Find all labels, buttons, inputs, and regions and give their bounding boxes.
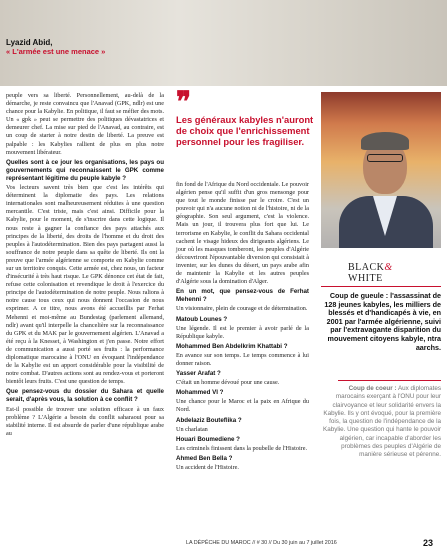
portrait-glasses: [367, 154, 403, 162]
paragraph: Un visionnaire, plein de courage et de détermination.: [176, 305, 308, 313]
black-label: BLACK: [348, 262, 385, 273]
coup-de-gueule: [321, 292, 441, 352]
article-column-2: [176, 181, 309, 473]
question-heading: Matoub Lounes ?: [176, 315, 228, 323]
coup-de-coeur-text: Aux diplomates marocains exerçant à l'ONU pour leur clairvoyance et leur solidarité envers la Kabylie. Ils y ont évoqué, pour la première fois, la question de l'indépendance de la Kabylie. Une question qui hante le pouvoir algérien, car incapable d'aborder les problèmes des peuples d'Algérie de manière sérieuse et pérenne.: [323, 385, 441, 459]
paragraph: fin fond de l'Afrique du Nord occidentale. Le pouvoir algérien pense qu'il suffit d'un gros mensonge pour que tout le monde finisse par le croire. C'est un pouvoir qui n'a aucune notion ni de l'histoire, ni de la géographie. Son seul argument, c'est la violence. Mais un jour, il trouvera plus fort que lui. Le terrorisme en Kabylie, le conflit du Sahara occidental cachent le visage hideux des dirigeants algériens. Le jour où les masques tomberont, les peuples d'Algérie découvriront l'épouvantable diversion qui consistait à inventer, sur les dunes du désert, un pays arabe afin de maintenir la Kabylie et les autres peuples d'Algérie sous la domination d'Alger.: [176, 181, 309, 286]
question-heading: Abdelaziz Bouteflika ?: [176, 416, 242, 424]
paragraph: C'était un homme dévoué pour une cause.: [176, 379, 280, 387]
paragraph: Un charlatan: [176, 425, 208, 433]
question-heading: Mohammed Ben Abdelkrim Khattabi ?: [176, 342, 288, 350]
paragraph: Les criminels finissent dans la poubelle de l'Histoire.: [176, 444, 308, 452]
paragraph: Est-il possible de trouver une solution efficace à un faux problème ? L'Algérie a besoin du conflit saharaoui pour sa stabilité interne. Il est absurde de parler d'une république arabe au: [6, 405, 164, 437]
header-photo: [0, 0, 447, 86]
sidebar-divider: [338, 380, 441, 381]
portrait-photo: [321, 92, 441, 248]
portrait-hair: [361, 132, 409, 150]
interviewee-name: Lyazid Abid,: [6, 38, 53, 47]
paragraph: Une légende. Il est le premier à avoir parlé de la République kabyle.: [176, 324, 309, 340]
black-and-white-heading: [348, 262, 442, 284]
question-heading: Que pensez-vous du dossier du Sahara et quelle serait, d'après vous, la solution à ce conflit ?: [6, 388, 164, 404]
coup-de-gueule-label: Coup de gueule :: [329, 291, 389, 300]
header-banner: [0, 0, 447, 86]
ampersand: &: [384, 262, 393, 273]
paragraph: Une chance pour le Maroc et la paix en Afrique du Nord.: [176, 398, 309, 414]
paragraph: Un accident de l'Histoire.: [176, 464, 239, 471]
quote-mark-icon: ❞: [176, 87, 192, 118]
question-heading: Quelles sont à ce jour les organisations, les pays ou gouvernements qui reconnaissent le GPK comme représentant légitime du peuple kabyle ?: [6, 158, 164, 182]
question-heading: Mohammed VI ?: [176, 389, 224, 397]
pull-quote-text: Les généraux kabyles n'auront de choix que l'enrichissement personnel pour les fragiliser.: [176, 114, 314, 147]
coup-de-coeur-label: Coup de coeur :: [348, 385, 397, 392]
footer-text: LA DÉPÊCHE DU MAROC // # 30 // Du 30 juin au 7 juillet 2016: [186, 540, 337, 546]
paragraph: peuple vers sa liberté. Personnellement, au-delà de la démarche, je reste convaincu que l'Anavad (GPK, ndlr) est une chance pour la Kabylie. En politique, il faut se méfier des mots. Un « gpk » peut se permettre des politiques dévastatrices et demeurer chef. La mise sur pied de l'Anavad, au contraire, est un coup de starter à notre destin de liberté. La preuve est palpable : les Kabylies rallient de plus en plus notre mouvement libérateur.: [6, 92, 164, 156]
paragraph: Vos lecteurs savent très bien que c'est les intérêts qui déterminent la diplomatie des pays. Les relations internationales sont malheureusement réduites à une question mercantile. C'est triste, mais c'est ainsi. Difficile pour la Kabylie, pour le moment, de s'inscrire dans cette logique. Il nous reste à gagner la confiance des pays attachés aux principes de la liberté, des droits de l'homme et du droit des peuples à l'autodétermination. Bien des pays partagent aussi la souffrance de notre peuple dans sa quête de liberté. Ils ont la preuve que l'armée algérienne se comporte en Kabylie comme sur un territoire conquis. Cette armée est, chez nous, un facteur d'insécurité à très haut risque. Le GPK dénonce cet état de fait, refuse cette colonisation et revendique le droit à l'exercice du principe de l'autodétermination de notre peuple. Nous ralions à notre cause tous ceux qui nous donnent l'occasion de nous exprimer. A ce titre, nous avons été accueillis par Ferhat Mehenni et moi-même au Bundestag (parlement allemand, ndlr) avant qu'il interpelle la chancelière sur la reconnaissance du GPK et du MAK par le gouvernement algérien. L'Anavad a été reçu à la Knesset, à Washington et j'en passe. Notre effort de communication a aussi porté ses fruits : la performance diplomatique marocaine à l'ONU en évoquant l'indépendance de la Kabylie est un apport considérable pour la visibilité de notre combat. D'autres actions sont au rendez-vous et porteront bientôt leurs fruits. C'est une question de temps.: [6, 184, 164, 386]
question-heading: Yasser Arafat ?: [176, 370, 221, 378]
black-white-divider: [321, 286, 441, 287]
page-number: 23: [423, 538, 434, 548]
white-label: WHITE: [348, 273, 383, 284]
paragraph: En avance sur son temps. Le temps commence à lui donner raison.: [176, 351, 309, 367]
question-heading: Houari Boumediene ?: [176, 435, 240, 443]
question-heading: En un mot, que pensez-vous de Ferhat Mehenni ?: [176, 288, 309, 304]
article-column-1: [6, 92, 164, 439]
pull-quote: [176, 87, 316, 147]
page-footer: [0, 538, 447, 552]
headline-quote: « L'armée est une menace »: [6, 47, 106, 56]
coup-de-coeur: [321, 385, 441, 460]
question-heading: Ahmed Ben Bella ?: [176, 454, 233, 462]
coup-de-gueule-text: l'assassinat de 128 jeunes kabyles, les milliers de blessés et d'handicapés à vie, en 2001 par l'armée algérienne, suivi par l'extravagante disparition du mouvement citoyens kabyle, ntra aarchs.: [324, 291, 441, 352]
